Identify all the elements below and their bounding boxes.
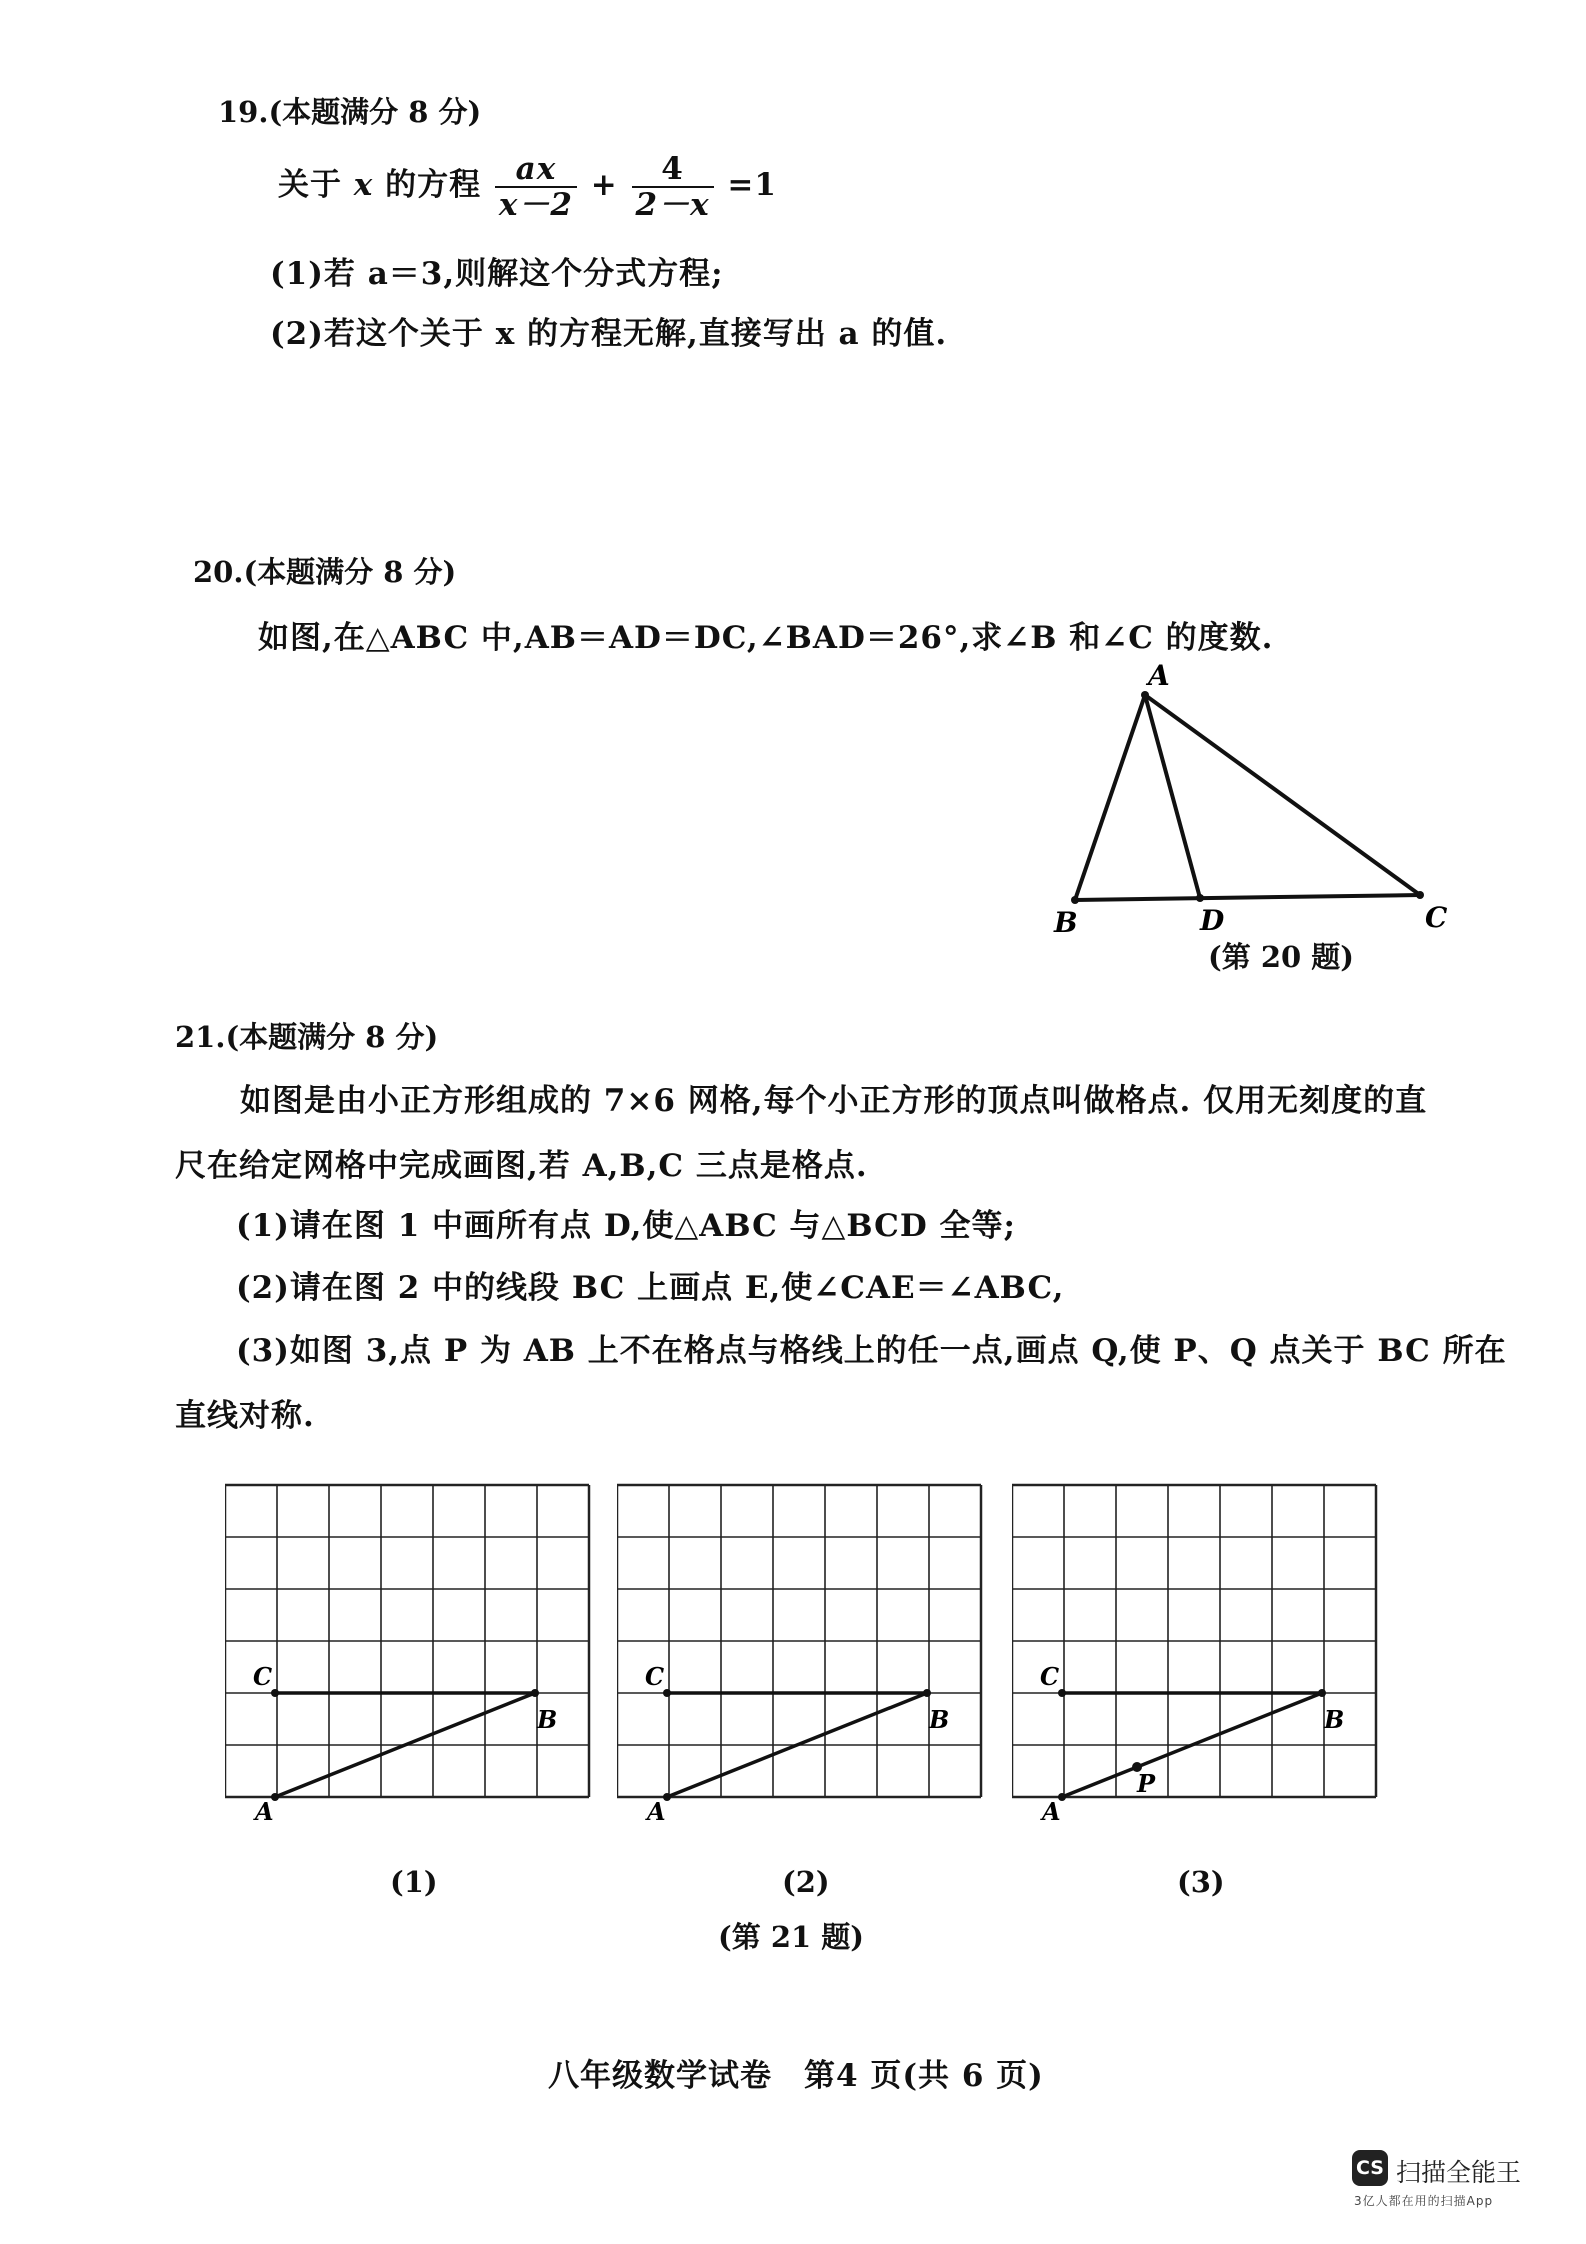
q21-grid-3 bbox=[1012, 1470, 1382, 1860]
point-c bbox=[1058, 1689, 1066, 1697]
grid-lines bbox=[617, 1485, 981, 1797]
label-c: C bbox=[253, 1662, 273, 1691]
q19-frac2-numerator: 4 bbox=[632, 152, 714, 188]
grid-lines bbox=[225, 1485, 589, 1797]
label-a: A bbox=[647, 1797, 666, 1826]
q20-point-b bbox=[1071, 896, 1079, 904]
q21-grid-2 bbox=[617, 1470, 987, 1860]
q20-label-d: D bbox=[1200, 904, 1225, 937]
label-a: A bbox=[1042, 1797, 1061, 1826]
label-a: A bbox=[255, 1797, 274, 1826]
label-b: B bbox=[537, 1705, 558, 1734]
q20-point-a bbox=[1141, 691, 1149, 699]
q19-equals: =1 bbox=[727, 167, 777, 203]
point-b bbox=[1318, 1689, 1326, 1697]
q19-part1: (1)若 a＝3,则解这个分式方程; bbox=[270, 256, 724, 292]
q20-segment-ab bbox=[1075, 695, 1145, 900]
label-p: P bbox=[1137, 1769, 1156, 1798]
q21-grid-1 bbox=[225, 1470, 595, 1860]
q21-line1: 如图是由小正方形组成的 7×6 网格,每个小正方形的顶点叫做格点. 仅用无刻度的直 bbox=[240, 1083, 1428, 1119]
q21-part3-line2: 直线对称. bbox=[175, 1398, 315, 1434]
point-c bbox=[663, 1689, 671, 1697]
q19-fraction-2 bbox=[632, 152, 714, 222]
q20-segment-ac bbox=[1145, 695, 1420, 895]
point-b bbox=[531, 1689, 539, 1697]
q19-frac1-numerator: ax bbox=[495, 152, 577, 188]
scanner-watermark bbox=[1352, 2150, 1542, 2210]
q20-segment-bc bbox=[1075, 895, 1420, 900]
q19-stem-prefix: 关于 bbox=[278, 167, 342, 203]
scanner-tagline: 3亿人都在用的扫描App bbox=[1354, 2194, 1494, 2208]
label-b: B bbox=[929, 1705, 950, 1734]
q19-stem-mid: 的方程 bbox=[385, 167, 482, 203]
label-b: B bbox=[1324, 1705, 1345, 1734]
grid-lines bbox=[1012, 1485, 1376, 1797]
q19-header: 19.(本题满分 8 分) bbox=[218, 95, 482, 129]
q21-part2: (2)请在图 2 中的线段 BC 上画点 E,使∠CAE＝∠ABC, bbox=[236, 1270, 1065, 1306]
q21-part1: (1)请在图 1 中画所有点 D,使△ABC 与△BCD 全等; bbox=[236, 1208, 1016, 1244]
q19-stem bbox=[278, 150, 777, 222]
q20-label-c: C bbox=[1425, 901, 1448, 934]
scanner-logo-icon: CS bbox=[1352, 2150, 1388, 2186]
q20-point-c bbox=[1416, 891, 1424, 899]
q21-caption: (第 21 题) bbox=[718, 1920, 864, 1954]
q21-grid-2-label: (2) bbox=[782, 1865, 830, 1899]
q21-grid-3-label: (3) bbox=[1177, 1865, 1225, 1899]
q20-header: 20.(本题满分 8 分) bbox=[193, 555, 457, 589]
label-c: C bbox=[1040, 1662, 1060, 1691]
q20-label-b: B bbox=[1054, 906, 1078, 939]
q21-grid-1-label: (1) bbox=[390, 1865, 438, 1899]
page-footer: 八年级数学试卷 第4 页(共 6 页) bbox=[548, 2058, 1044, 2094]
point-c bbox=[271, 1689, 279, 1697]
scanner-app-name: 扫描全能王 bbox=[1396, 2158, 1522, 2187]
q19-part2: (2)若这个关于 x 的方程无解,直接写出 a 的值. bbox=[270, 316, 948, 352]
point-b bbox=[923, 1689, 931, 1697]
q21-part3-line1: (3)如图 3,点 P 为 AB 上不在格点与格线上的任一点,画点 Q,使 P、Q 点关于 BC 所在 bbox=[236, 1333, 1507, 1369]
q19-var-x: x bbox=[353, 167, 374, 203]
q20-segment-ad bbox=[1145, 695, 1200, 898]
q21-line2: 尺在给定网格中完成画图,若 A,B,C 三点是格点. bbox=[175, 1148, 868, 1184]
q20-label-a: A bbox=[1148, 659, 1170, 692]
label-c: C bbox=[645, 1662, 665, 1691]
q20-caption: (第 20 题) bbox=[1208, 940, 1354, 974]
q20-point-d bbox=[1196, 894, 1204, 902]
q19-frac1-denominator: x－2 bbox=[498, 186, 573, 223]
q20-stem: 如图,在△ABC 中,AB＝AD＝DC,∠BAD＝26°,求∠B 和∠C 的度数. bbox=[258, 620, 1274, 656]
q21-header: 21.(本题满分 8 分) bbox=[175, 1020, 439, 1054]
q19-plus: + bbox=[590, 167, 618, 203]
q19-fraction-1 bbox=[495, 152, 577, 222]
q20-triangle-figure bbox=[1040, 655, 1460, 945]
q19-frac2-denominator: 2－x bbox=[635, 186, 710, 223]
